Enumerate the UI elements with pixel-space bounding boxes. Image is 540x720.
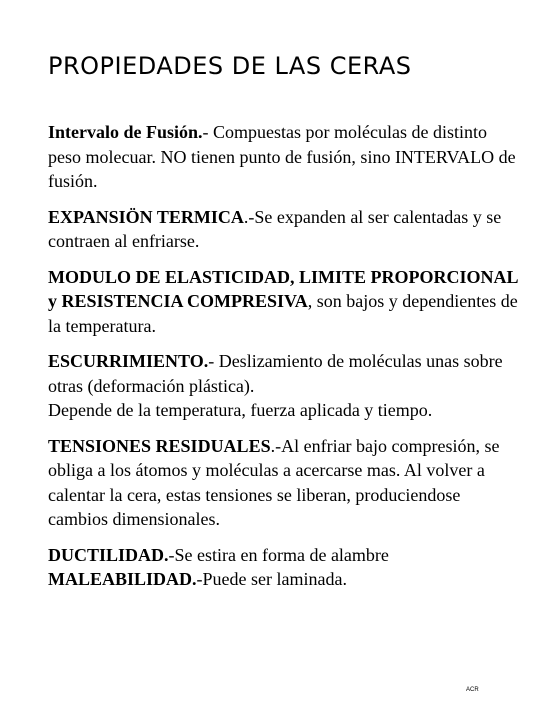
section-text: , son bajos y dependientes de la temperatura.	[48, 291, 518, 336]
footer-initials: ACR	[466, 687, 479, 693]
section-thermal-expansion	[48, 205, 518, 254]
section-residual-stress	[48, 434, 518, 532]
section-text: .-Se expanden al ser calentadas y se contraen al enfriarse.	[48, 206, 502, 251]
section-term-secondary: MALEABILIDAD.	[48, 569, 197, 589]
section-elasticity	[48, 265, 518, 339]
section-term: DUCTILIDAD.	[48, 544, 169, 565]
section-term: ESCURRIMIENTO.	[48, 351, 209, 371]
section-extra-text: Depende de la temperatura, fuerza aplicada y tiempo.	[48, 400, 433, 420]
document-body	[48, 120, 518, 603]
section-text: -Se estira en forma de alambre	[168, 544, 389, 565]
section-flow	[48, 349, 518, 423]
section-text: - Deslizamiento de moléculas unas sobre otras (deformación plástica).	[48, 351, 503, 396]
section-text: - Compuestas por moléculas de distinto peso molecuar. NO tienen punto de fusión, sino INTERVALO de fusión.	[48, 122, 516, 191]
section-melting-range	[48, 120, 518, 194]
section-term: TENSIONES RESIDUALES	[48, 435, 271, 456]
section-term: MODULO DE ELASTICIDAD, LIMITE PROPORCIONAL y RESISTENCIA COMPRESIVA	[48, 266, 518, 311]
section-term: Intervalo de Fusión.	[48, 122, 203, 142]
section-ductility	[48, 543, 518, 592]
section-term: EXPANSIÖN TERMICA	[48, 206, 244, 227]
section-text-secondary: -Puede ser laminada.	[196, 569, 347, 589]
section-text: .-Al enfriar bajo compresión, se obliga a los átomos y moléculas a acercarse mas. Al volver a calentar la cera, estas tensiones se liberan, produciendose cambios dimensionales.	[48, 435, 500, 529]
page-title: PROPIEDADES DE LAS CERAS	[48, 52, 412, 80]
